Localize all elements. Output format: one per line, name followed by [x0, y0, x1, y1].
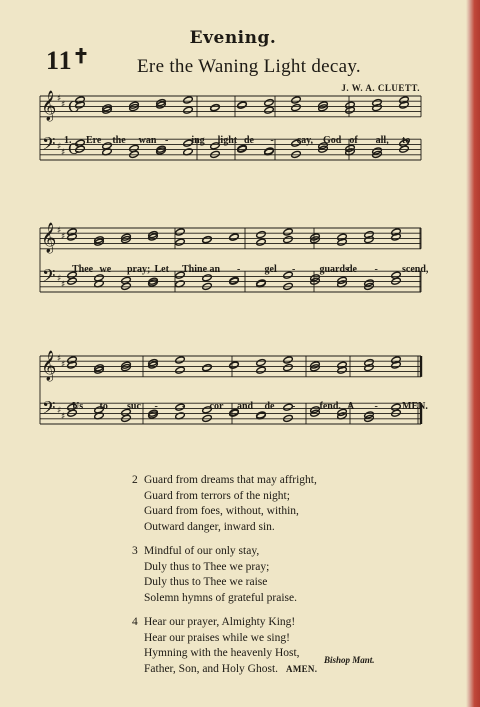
music-glyph: ♯ — [61, 232, 66, 242]
stanza-line — [132, 560, 317, 576]
lyric-syllable: - — [237, 264, 241, 275]
note-head — [264, 106, 274, 114]
author-credit: Bishop Mant. — [324, 655, 375, 665]
note-head — [175, 356, 185, 364]
music-glyph: ♯ — [61, 360, 66, 370]
music-glyph: ♯ — [57, 406, 62, 417]
lyric-syllable: an — [209, 264, 221, 275]
note-head — [264, 98, 274, 106]
lyric-syllable: scend, — [402, 264, 429, 275]
note-head — [183, 106, 193, 114]
note-head — [229, 361, 239, 369]
stanza-line — [132, 591, 317, 607]
music-glyph: 𝄢 — [42, 398, 56, 423]
stanza-text: Mindful of our only stay, — [144, 545, 260, 557]
note-head — [175, 366, 185, 374]
lyric-syllable: gel — [264, 264, 277, 275]
music-glyph: 𝄞 — [41, 223, 57, 253]
stanza-text: Hear our prayer, Almighty King! — [144, 616, 296, 628]
stanza-text: Duly thus to Thee we raise — [144, 576, 268, 588]
lyric-syllable: guards — [319, 264, 349, 275]
stanza-text: Outward danger, inward sin. — [144, 520, 275, 533]
note-head — [283, 356, 293, 364]
lyric-syllable: - — [374, 264, 378, 275]
stanza-line — [132, 473, 317, 489]
lyric-syllable: Thee — [72, 264, 94, 275]
lyric-syllable: and — [237, 401, 254, 412]
stanza-text: Hymning with the heavenly Host, — [144, 647, 300, 659]
note-head — [210, 103, 220, 111]
stanza-text: Hear our praises while we sing! — [144, 631, 290, 644]
stanza-text: Guard from terrors of the night; — [144, 489, 290, 502]
stanza-line — [132, 646, 317, 662]
lyric-syllable: - — [165, 135, 169, 146]
lyric-syllable: - — [270, 135, 274, 146]
lyric-syllable: pray; — [127, 264, 151, 275]
composer-credit: J. W. A. CLUETT. — [341, 83, 420, 93]
music-glyph: ♯ — [61, 412, 66, 423]
note-head — [175, 238, 185, 246]
lyric-syllable: wan — [138, 135, 157, 146]
lyric-syllable: all, — [375, 135, 389, 146]
note-head — [202, 235, 212, 243]
stanza-text: Father, Son, and Holy Ghost. — [144, 662, 279, 675]
music-glyph: ♯ — [61, 148, 66, 159]
music-glyph: 𝄞 — [41, 351, 57, 381]
lyric-syllable: de — [264, 401, 275, 412]
stanza — [132, 544, 317, 606]
lyric-syllable: - — [182, 401, 186, 412]
stanza-line — [132, 615, 317, 631]
stanza-line — [132, 504, 317, 520]
lyric-syllable: Thine — [182, 264, 208, 275]
stanza-line — [132, 575, 317, 591]
stanza-line — [132, 631, 317, 647]
stanza-line — [132, 489, 317, 505]
lyric-syllable: A — [347, 401, 355, 412]
lyric-syllable: Let — [154, 264, 169, 275]
music-glyph: ♯ — [57, 142, 62, 153]
stanza-text: Guard from dreams that may affright, — [144, 474, 317, 486]
lyric-syllable: cor — [209, 401, 224, 412]
lyric-syllable: - — [154, 401, 158, 412]
note-head — [283, 235, 293, 243]
stanza-text: Solemn hymns of grateful praise. — [144, 591, 297, 604]
note-head — [229, 233, 239, 241]
lyric-syllable: de — [244, 135, 254, 146]
additional-verses — [132, 473, 317, 686]
note-head — [256, 238, 266, 246]
lyric-syllable: suc — [127, 401, 141, 412]
lyric-syllable: the — [112, 135, 126, 146]
lyric-syllable: ing — [191, 135, 205, 146]
stanza-number: 2 — [132, 474, 138, 486]
lyric-syllable: - — [292, 401, 296, 412]
lyric-syllable: de — [347, 264, 357, 275]
music-glyph: ♯ — [57, 226, 62, 236]
note-head — [283, 228, 293, 236]
lyric-syllable: to — [99, 401, 108, 412]
section-title: Evening. — [189, 28, 277, 48]
note-head — [183, 96, 193, 104]
stanza-number: 4 — [132, 616, 138, 628]
stanza-text: Duly thus to Thee we pray; — [144, 560, 270, 573]
note-head — [291, 96, 301, 104]
lyric-syllable: of — [349, 135, 358, 146]
lyric-syllable: cay, — [296, 135, 314, 146]
stanza-line — [132, 544, 317, 560]
note-head — [237, 101, 247, 109]
music-glyph: ♯ — [57, 274, 62, 285]
stanza-number: 3 — [132, 545, 138, 557]
music-glyph: 𝄢 — [42, 134, 56, 159]
music-glyph: ♯ — [57, 354, 62, 364]
stanza — [132, 615, 317, 677]
music-glyph: C — [68, 140, 80, 159]
hymn-number: 11✝ — [46, 46, 91, 75]
stanza-line — [132, 520, 317, 536]
music-glyph: ♯ — [61, 100, 66, 110]
lyric-syllable: God — [323, 135, 342, 146]
music-glyph: ♯ — [57, 94, 62, 104]
amen-label: AMEN. — [286, 663, 318, 674]
verse-number: 1. — [64, 135, 72, 146]
lyric-syllable: MEN. — [402, 401, 428, 412]
note-head — [175, 228, 185, 236]
lyric-syllable: Us — [72, 401, 84, 412]
note-head — [283, 363, 293, 371]
lyric-syllable: Ere — [86, 135, 102, 146]
note-head — [256, 366, 266, 374]
lyric-syllable: light — [217, 135, 238, 146]
stanza-text: Guard from foes, without, within, — [144, 505, 299, 517]
music-glyph: 𝄞 — [41, 91, 57, 121]
music-glyph: 𝄢 — [42, 266, 56, 291]
lyric-syllable: - — [374, 401, 378, 412]
music-glyph: ♯ — [61, 280, 66, 291]
music-glyph: C — [68, 98, 80, 116]
note-head — [202, 363, 212, 371]
note-head — [291, 103, 301, 111]
note-head — [256, 230, 266, 238]
stanza — [132, 473, 317, 535]
note-head — [256, 358, 266, 366]
lyric-syllable: fend. — [319, 401, 341, 412]
hymn-title: Ere the Waning Light decay. — [137, 56, 361, 77]
lyric-syllable: we — [99, 264, 112, 275]
lyric-syllable: to — [402, 135, 411, 146]
stanza-line — [132, 662, 317, 678]
cross-icon: ✝ — [72, 46, 91, 68]
lyric-syllable: - — [292, 264, 296, 275]
